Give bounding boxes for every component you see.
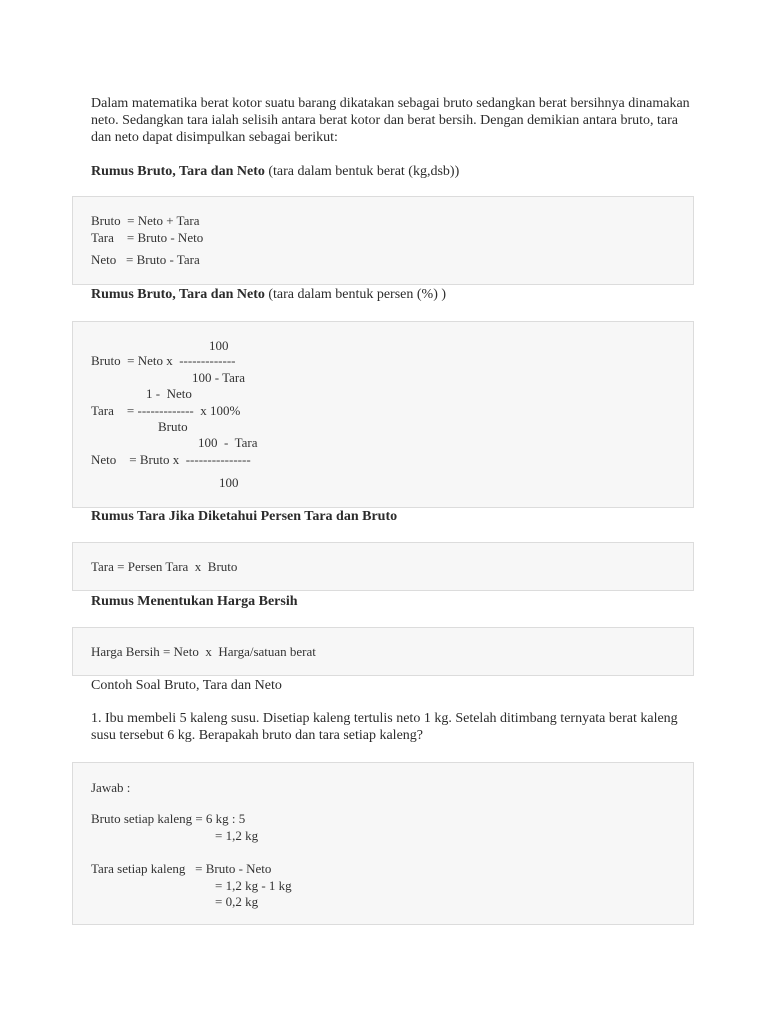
tara-calc-line3: = 0,2 kg: [215, 894, 259, 909]
example-title: Contoh Soal Bruto, Tara dan Neto: [91, 678, 282, 693]
bruto-numerator: 100: [209, 338, 229, 353]
formula-box-percent: [72, 321, 694, 508]
answer-label: Jawab :: [91, 780, 131, 795]
bruto-calc-line2: = 1,2 kg: [215, 828, 259, 843]
tara-denominator: Bruto: [158, 419, 188, 434]
section3-heading: Rumus Tara Jika Diketahui Persen Tara dan Bruto: [91, 509, 398, 524]
intro-paragraph: Dalam matematika berat kotor suatu barang dikatakan sebagai bruto sedangkan berat bersihnya dinamakan neto. Sedangkan tara ialah selisih antara berat kotor dan berat bersih. Dengan demikian antara bruto, tara dan neto dapat disimpulkan sebagai berikut:: [91, 96, 690, 145]
neto-denominator: 100: [219, 475, 239, 490]
tara-calc-line2: = 1,2 kg - 1 kg: [215, 878, 292, 893]
bruto-calc-line1: Bruto setiap kaleng = 6 kg : 5: [91, 811, 246, 826]
section1-title: [91, 163, 691, 180]
formula-box-weight: [72, 196, 694, 285]
question-1: 1. Ibu membeli 5 kaleng susu. Disetiap kaleng tertulis neto 1 kg. Setelah ditimbang ternyata berat kaleng susu tersebut 6 kg. Berapakah bruto dan tara setiap kaleng?: [91, 711, 678, 743]
neto-numerator: 100 - Tara: [198, 435, 258, 450]
formula-neto: Neto = Bruto - Tara: [91, 252, 200, 267]
tara-percent-formula: Tara = ------------- x 100%: [91, 403, 241, 418]
section1-note: (tara dalam bentuk berat (kg,dsb)): [264, 164, 460, 179]
neto-percent-formula: Neto = Bruto x ---------------: [91, 452, 251, 467]
section1-heading: Rumus Bruto, Tara dan Neto: [91, 164, 265, 179]
formula-box-harga: [72, 627, 694, 676]
section2-note: (tara dalam bentuk persen (%) ): [264, 287, 447, 302]
formula-box-tara-percent: [72, 542, 694, 591]
section2-heading: Rumus Bruto, Tara dan Neto: [91, 287, 265, 302]
tara-numerator: 1 - Neto: [146, 386, 192, 401]
section4-heading: Rumus Menentukan Harga Bersih: [91, 594, 298, 609]
tara-calc-line1: Tara setiap kaleng = Bruto - Neto: [91, 861, 272, 876]
formula-bruto: Bruto = Neto + Tara: [91, 213, 200, 228]
harga-bersih-line: Harga Bersih = Neto x Harga/satuan berat: [91, 644, 316, 659]
answer-box: [72, 762, 694, 925]
section2-title: [91, 286, 691, 303]
tara-percent-line: Tara = Persen Tara x Bruto: [91, 559, 238, 574]
formula-tara: Tara = Bruto - Neto: [91, 230, 204, 245]
bruto-denominator: 100 - Tara: [192, 370, 245, 385]
bruto-percent-formula: Bruto = Neto x -------------: [91, 353, 236, 368]
